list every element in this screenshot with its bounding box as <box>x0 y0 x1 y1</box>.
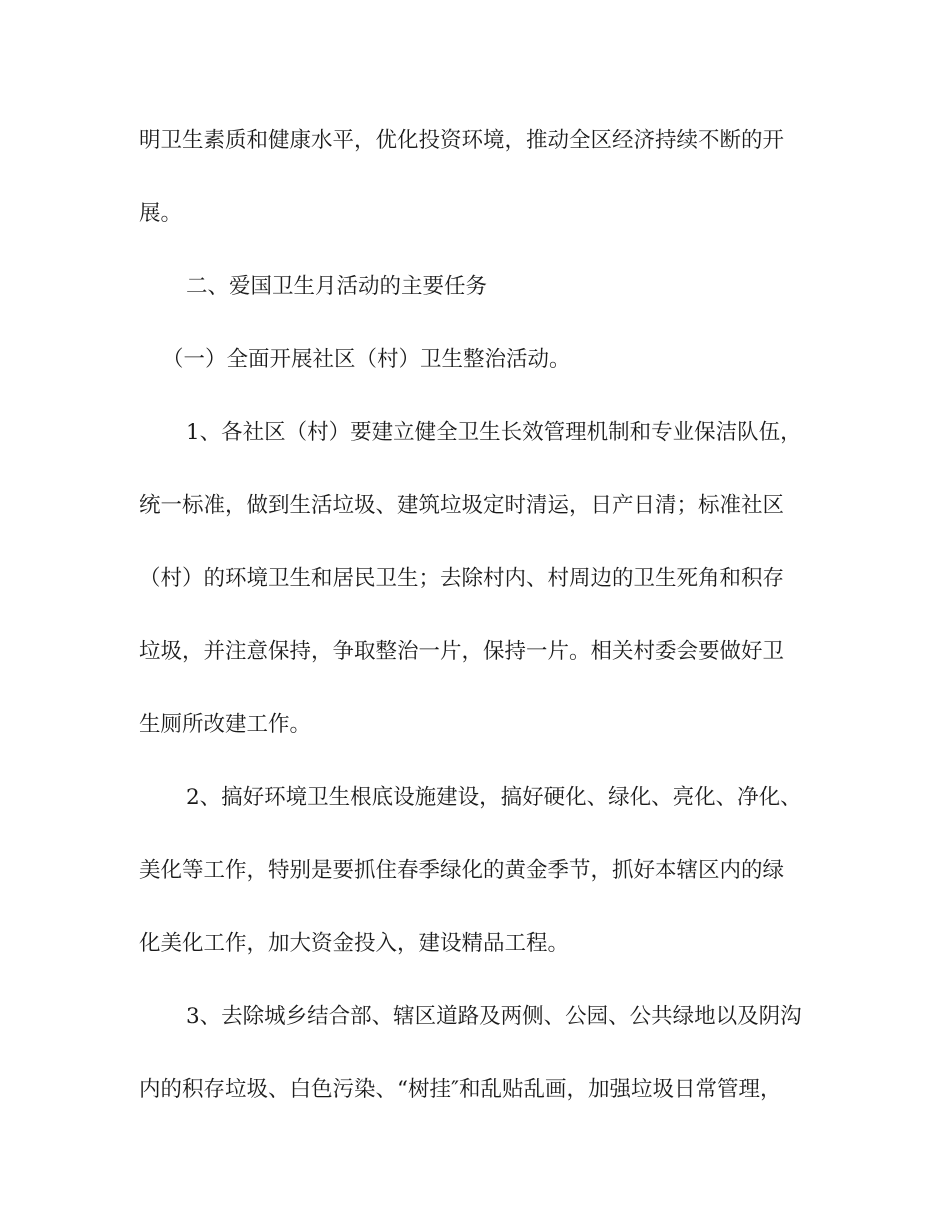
paragraph-line: 2、搞好环境卫生根底设施建设，搞好硬化、绿化、亮化、净化、 <box>186 785 802 810</box>
paragraph-line: 生厕所改建工作。 <box>139 712 312 737</box>
paragraph-line: 美化等工作，特别是要抓住春季绿化的黄金季节，抓好本辖区内的绿 <box>139 858 785 883</box>
paragraph-line: （村）的环境卫生和居民卫生；去除村内、村周边的卫生死角和积存 <box>139 566 785 591</box>
paragraph-line: 内的积存垃圾、白色污染、“树挂″和乱贴乱画，加强垃圾日常管理， <box>139 1077 782 1102</box>
paragraph-line: 化美化工作，加大资金投入，建设精品工程。 <box>139 931 570 956</box>
paragraph-line: 1、各社区（村）要建立健全卫生长效管理机制和专业保洁队伍， <box>186 420 802 445</box>
paragraph-line: 明卫生素质和健康水平，优化投资环境，推动全区经济持续不断的开 <box>139 128 785 153</box>
section-heading: 二、爱国卫生月活动的主要任务 <box>186 274 488 299</box>
paragraph-line: 统一标准，做到生活垃圾、建筑垃圾定时清运，日产日清；标准社区 <box>139 493 785 518</box>
subsection-heading: （一）全面开展社区（村）卫生整治活动。 <box>162 347 571 372</box>
paragraph-line: 垃圾，并注意保持，争取整治一片，保持一片。相关村委会要做好卫 <box>139 639 785 664</box>
paragraph-line: 3、去除城乡结合部、辖区道路及两侧、公园、公共绿地以及阴沟 <box>186 1004 802 1029</box>
paragraph-line: 展。 <box>139 201 183 226</box>
